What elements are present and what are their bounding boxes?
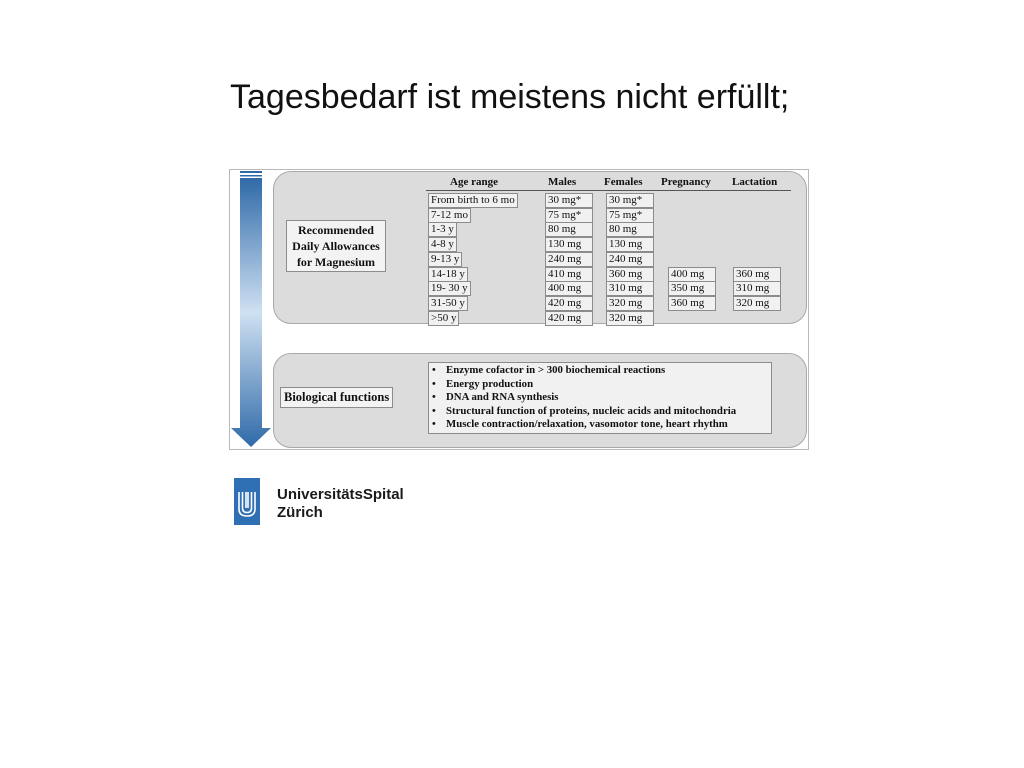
list-item: • DNA and RNA synthesis	[432, 391, 559, 404]
header-pregnancy: Pregnancy	[661, 176, 711, 188]
rda-cell-females: 75 mg*	[606, 208, 654, 223]
list-item: • Enzyme cofactor in > 300 biochemical reactions	[432, 364, 666, 376]
header-lactation: Lactation	[732, 176, 778, 188]
rda-cell-age: 9-13 y	[428, 252, 462, 267]
rda-cell-females: 80 mg	[606, 222, 654, 237]
rda-cell-lactation: 320 mg	[733, 296, 781, 311]
rda-cell-females: 130 mg	[606, 237, 654, 252]
rda-cell-lactation: 360 mg	[733, 267, 781, 282]
rda-cell-pregnancy: 400 mg	[668, 267, 716, 282]
rda-cell-females: 310 mg	[606, 281, 654, 296]
rda-cell-males: 400 mg	[545, 281, 593, 296]
header-females: Females	[604, 176, 643, 188]
header-males: Males	[548, 176, 577, 188]
header-divider	[426, 190, 791, 191]
rda-cell-females: 320 mg	[606, 311, 654, 326]
rda-cell-age: From birth to 6 mo	[428, 193, 518, 208]
rda-cell-age: 4-8 y	[428, 237, 457, 252]
rda-cell-males: 130 mg	[545, 237, 593, 252]
rda-cell-males: 420 mg	[545, 296, 593, 311]
rda-cell-males: 30 mg*	[545, 193, 593, 208]
slide-title: Tagesbedarf ist meistens nicht erfüllt;	[230, 78, 790, 116]
rda-cell-age: 1-3 y	[428, 222, 457, 237]
usz-logo-icon	[234, 478, 260, 525]
rda-cell-males: 240 mg	[545, 252, 593, 267]
down-arrow-icon	[230, 170, 272, 449]
rda-cell-males: 410 mg	[545, 267, 593, 282]
list-item: • Energy production	[432, 377, 534, 390]
rda-cell-age: >50 y	[428, 311, 459, 326]
rda-cell-age: 19- 30 y	[428, 281, 471, 296]
rda-label: Recommended Daily Allowances for Magnesium	[286, 220, 386, 272]
bio-label: Biological functions	[280, 387, 393, 408]
bio-list	[428, 362, 772, 434]
usz-logo-text: UniversitätsSpital Zürich	[277, 486, 404, 521]
rda-cell-pregnancy: 350 mg	[668, 281, 716, 296]
rda-cell-pregnancy: 360 mg	[668, 296, 716, 311]
list-item: • Structural function of proteins, nucleic acids and mitochondria	[432, 404, 737, 417]
bio-panel	[273, 353, 807, 448]
rda-cell-males: 80 mg	[545, 222, 593, 237]
rda-panel	[273, 171, 807, 324]
magnesium-figure	[229, 169, 809, 450]
rda-cell-males: 75 mg*	[545, 208, 593, 223]
rda-cell-females: 320 mg	[606, 296, 654, 311]
rda-cell-females: 30 mg*	[606, 193, 654, 208]
rda-cell-females: 240 mg	[606, 252, 654, 267]
header-age-range: Age range	[450, 176, 498, 188]
rda-cell-lactation: 310 mg	[733, 281, 781, 296]
rda-cell-age: 14-18 y	[428, 267, 468, 282]
rda-cell-females: 360 mg	[606, 267, 654, 282]
list-item: • Muscle contraction/relaxation, vasomotor tone, heart rhythm	[432, 418, 728, 431]
rda-cell-age: 31-50 y	[428, 296, 468, 311]
rda-cell-males: 420 mg	[545, 311, 593, 326]
rda-cell-age: 7-12 mo	[428, 208, 471, 223]
